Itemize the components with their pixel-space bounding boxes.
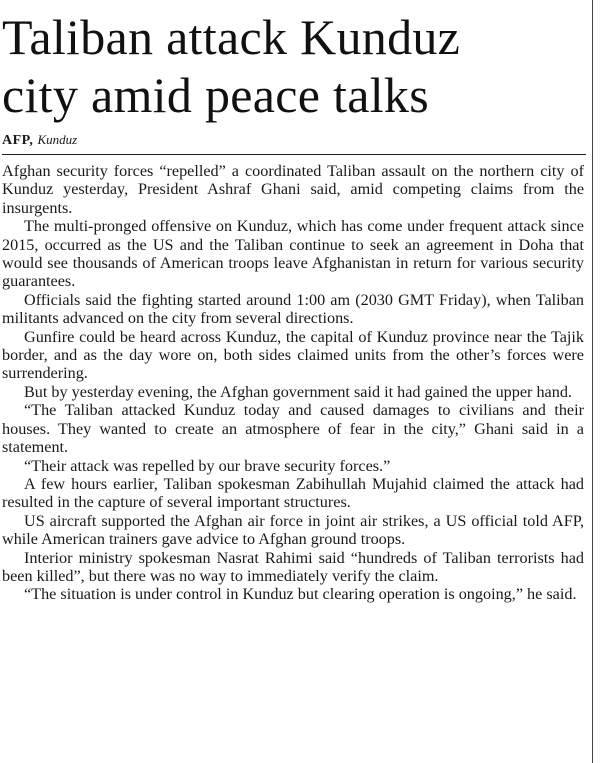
article-body (2, 162, 584, 604)
headline-line-2: city amid peace talks (2, 67, 429, 123)
article-paragraph: “Their attack was repelled by our brave security forces.” (24, 456, 391, 475)
article-paragraph: The multi-pronged offensive on Kunduz, which has come under frequent attack since 2015, occurred as the US and the Taliban continue to seek an agreement in Doha that would see thousands of American troops leave Afghanistan in return for various security guarantees. (2, 217, 584, 291)
column-divider (592, 0, 593, 763)
byline-divider (2, 154, 586, 155)
byline-location: Kunduz (37, 132, 78, 147)
byline-agency: AFP, (2, 133, 34, 148)
news-article (2, 0, 584, 604)
article-paragraph: “The situation is under control in Kunduz but clearing operation is ongoing,” he said. (24, 585, 577, 604)
article-paragraph: A few hours earlier, Taliban spokesman Zabihullah Mujahid claimed the attack had resulted in the capture of several important structures. (2, 474, 584, 512)
article-paragraph: Officials said the fighting started around 1:00 am (2030 GMT Friday), when Taliban militants advanced on the city from several directions. (2, 290, 584, 328)
article-paragraph: Interior ministry spokesman Nasrat Rahimi said “hundreds of Taliban terrorists had been killed”, but there was no way to immediately verify the claim. (2, 548, 584, 585)
article-paragraph: US aircraft supported the Afghan air force in joint air strikes, a US official told AFP, while American trainers gave advice to Afghan ground troops. (2, 511, 584, 549)
headline-line-1: Taliban attack Kunduz (2, 9, 461, 65)
article-headline (2, 8, 584, 124)
article-paragraph: But by yesterday evening, the Afghan government said it had gained the upper hand. (24, 382, 572, 401)
article-paragraph: Afghan security forces “repelled” a coordinated Taliban assault on the northern city of Kunduz yesterday, President Ashraf Ghani said, amid competing claims from the insurgents. (2, 162, 584, 217)
article-paragraph: “The Taliban attacked Kunduz today and caused damages to civilians and their houses. They wanted to create an atmosphere of fear in the city,” Ghani said in a statement. (2, 401, 584, 457)
article-paragraph: Gunfire could be heard across Kunduz, the capital of Kunduz province near the Tajik border, and as the day wore on, both sides claimed units from the other’s forces were surrendering. (2, 327, 584, 383)
byline (2, 132, 584, 151)
